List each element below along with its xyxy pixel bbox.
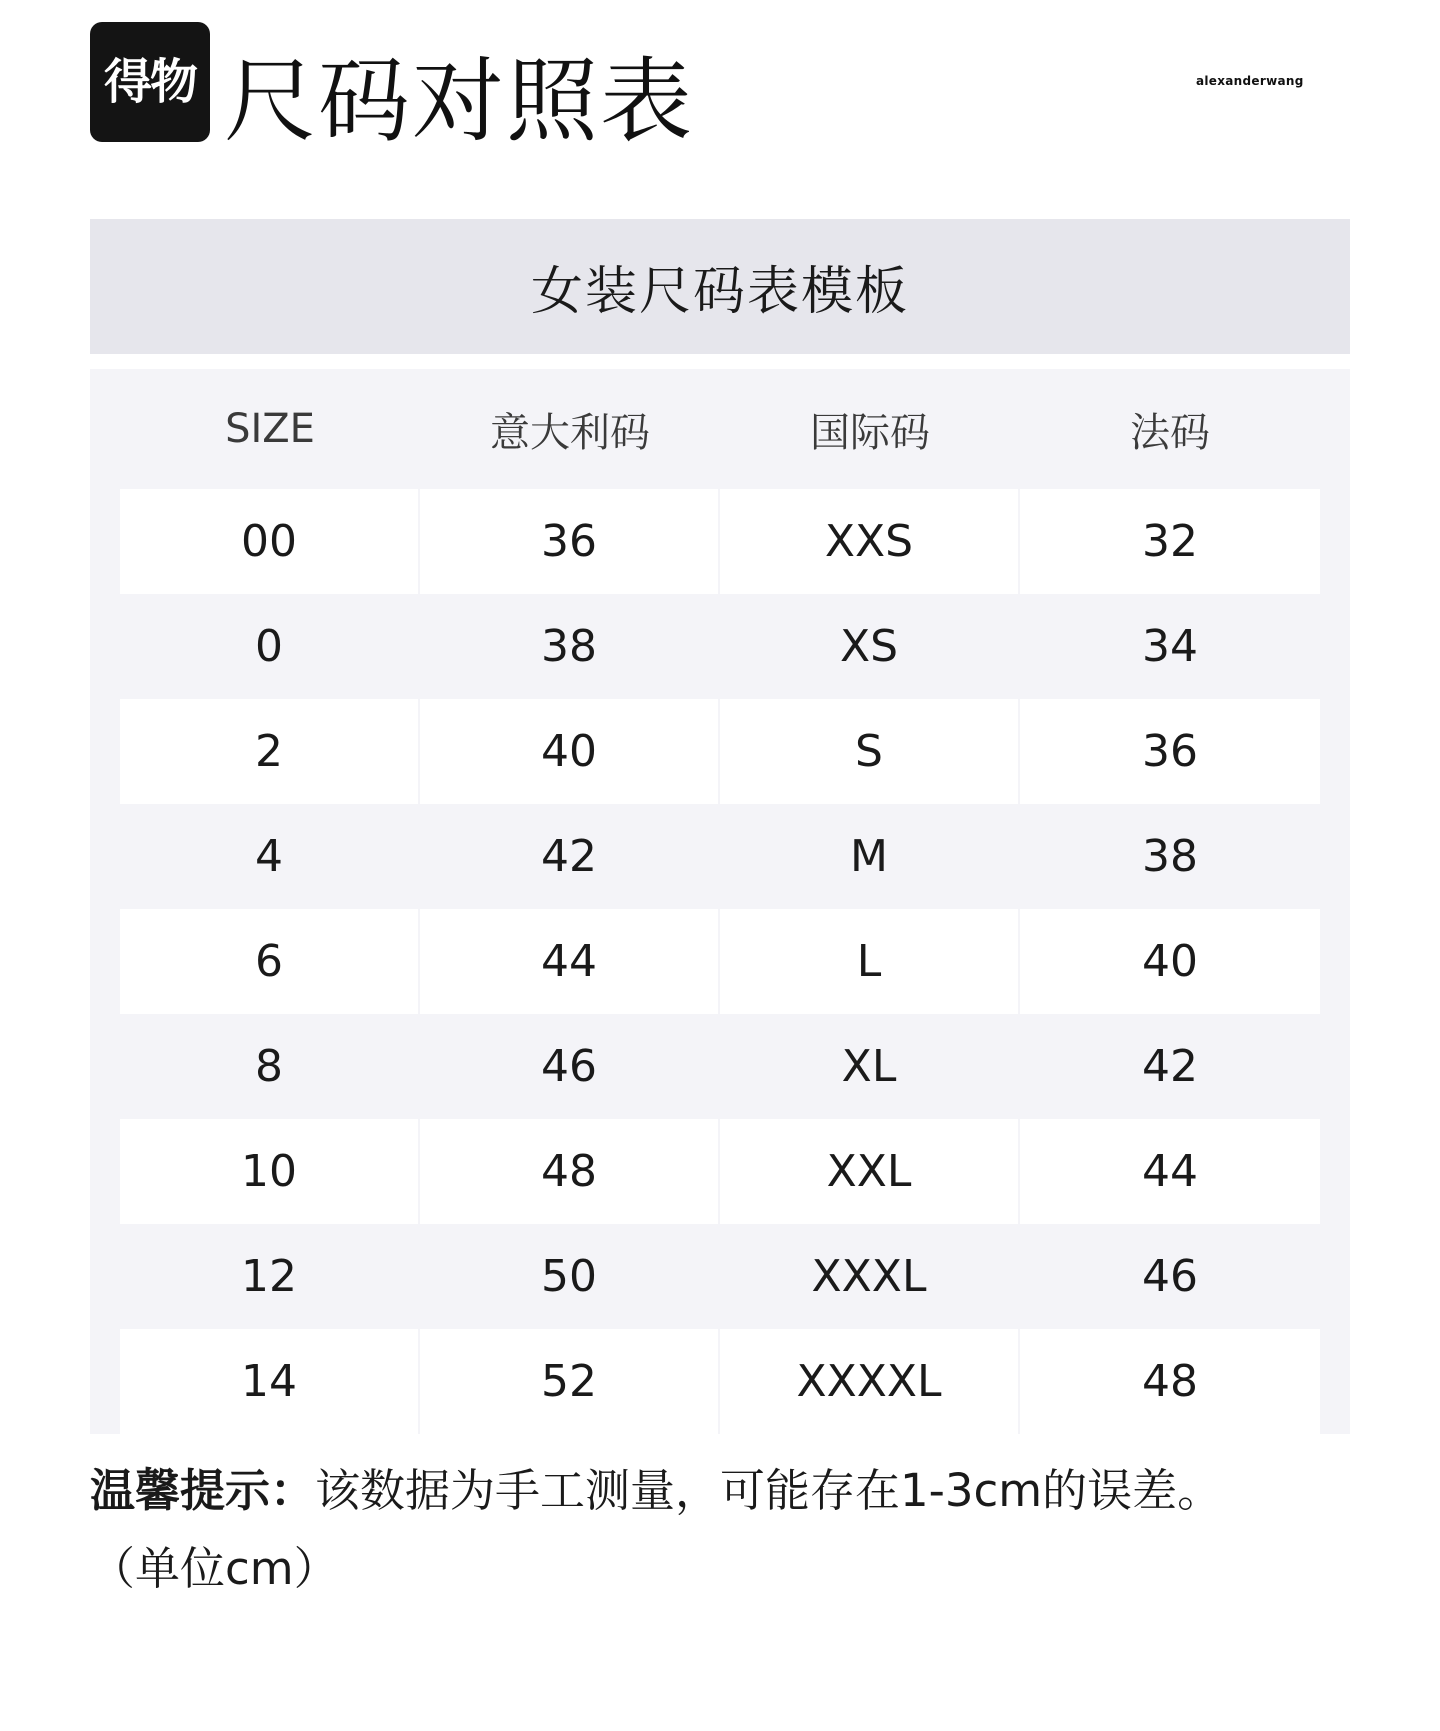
- cell-french: 42: [1020, 1014, 1320, 1119]
- cell-italian: 52: [420, 1329, 718, 1434]
- cell-international: L: [720, 909, 1018, 1014]
- cell-international: XS: [720, 594, 1018, 699]
- table-row: [120, 699, 1320, 804]
- column-header-size: SIZE: [225, 406, 315, 452]
- cell-italian: 38: [420, 594, 718, 699]
- cell-size: 10: [120, 1119, 418, 1224]
- table-header-row: [120, 369, 1320, 489]
- cell-international: XL: [720, 1014, 1018, 1119]
- cell-international: S: [720, 699, 1018, 804]
- table-row: [120, 1014, 1320, 1119]
- cell-french: 44: [1020, 1119, 1320, 1224]
- cell-french: 32: [1020, 489, 1320, 594]
- tip-label: 温馨提示：: [90, 1464, 316, 1517]
- cell-italian: 42: [420, 804, 718, 909]
- cell-italian: 48: [420, 1119, 718, 1224]
- cell-international: XXL: [720, 1119, 1018, 1224]
- size-chart-header: [90, 219, 1350, 354]
- app-logo: [90, 22, 210, 142]
- cell-french: 36: [1020, 699, 1320, 804]
- column-header-italian: 意大利码: [490, 409, 650, 456]
- cell-italian: 40: [420, 699, 718, 804]
- unit-note: （单位cm）: [90, 1542, 339, 1595]
- brand-logo: alexanderwang: [1196, 74, 1304, 88]
- cell-french: 46: [1020, 1224, 1320, 1329]
- cell-italian: 50: [420, 1224, 718, 1329]
- table-row: [120, 1119, 1320, 1224]
- table-row: [120, 1224, 1320, 1329]
- cell-size: 00: [120, 489, 418, 594]
- column-header-international: 国际码: [810, 409, 930, 456]
- table-row: [120, 489, 1320, 594]
- cell-size: 2: [120, 699, 418, 804]
- cell-international: XXXXL: [720, 1329, 1018, 1434]
- cell-italian: 46: [420, 1014, 718, 1119]
- table-body: [120, 489, 1320, 1434]
- cell-size: 8: [120, 1014, 418, 1119]
- cell-international: XXXL: [720, 1224, 1018, 1329]
- table-row: [120, 1329, 1320, 1434]
- table-row: [120, 804, 1320, 909]
- logo-text: 得物: [103, 54, 196, 110]
- cell-international: M: [720, 804, 1018, 909]
- table-row: [120, 909, 1320, 1014]
- tip-text: 该数据为手工测量，可能存在1-3cm的误差。: [315, 1464, 1223, 1517]
- cell-size: 14: [120, 1329, 418, 1434]
- page-title: 尺码对照表: [224, 48, 695, 155]
- cell-french: 38: [1020, 804, 1320, 909]
- cell-size: 0: [120, 594, 418, 699]
- tip-note: [90, 1452, 1390, 1608]
- cell-italian: 36: [420, 489, 718, 594]
- cell-italian: 44: [420, 909, 718, 1014]
- cell-size: 12: [120, 1224, 418, 1329]
- cell-size: 4: [120, 804, 418, 909]
- cell-french: 40: [1020, 909, 1320, 1014]
- cell-size: 6: [120, 909, 418, 1014]
- cell-french: 34: [1020, 594, 1320, 699]
- cell-french: 48: [1020, 1329, 1320, 1434]
- column-header-french: 法码: [1130, 409, 1210, 456]
- size-chart-title: 女装尺码表模板: [530, 262, 909, 322]
- size-table: [90, 369, 1350, 1434]
- table-row: [120, 594, 1320, 699]
- cell-international: XXS: [720, 489, 1018, 594]
